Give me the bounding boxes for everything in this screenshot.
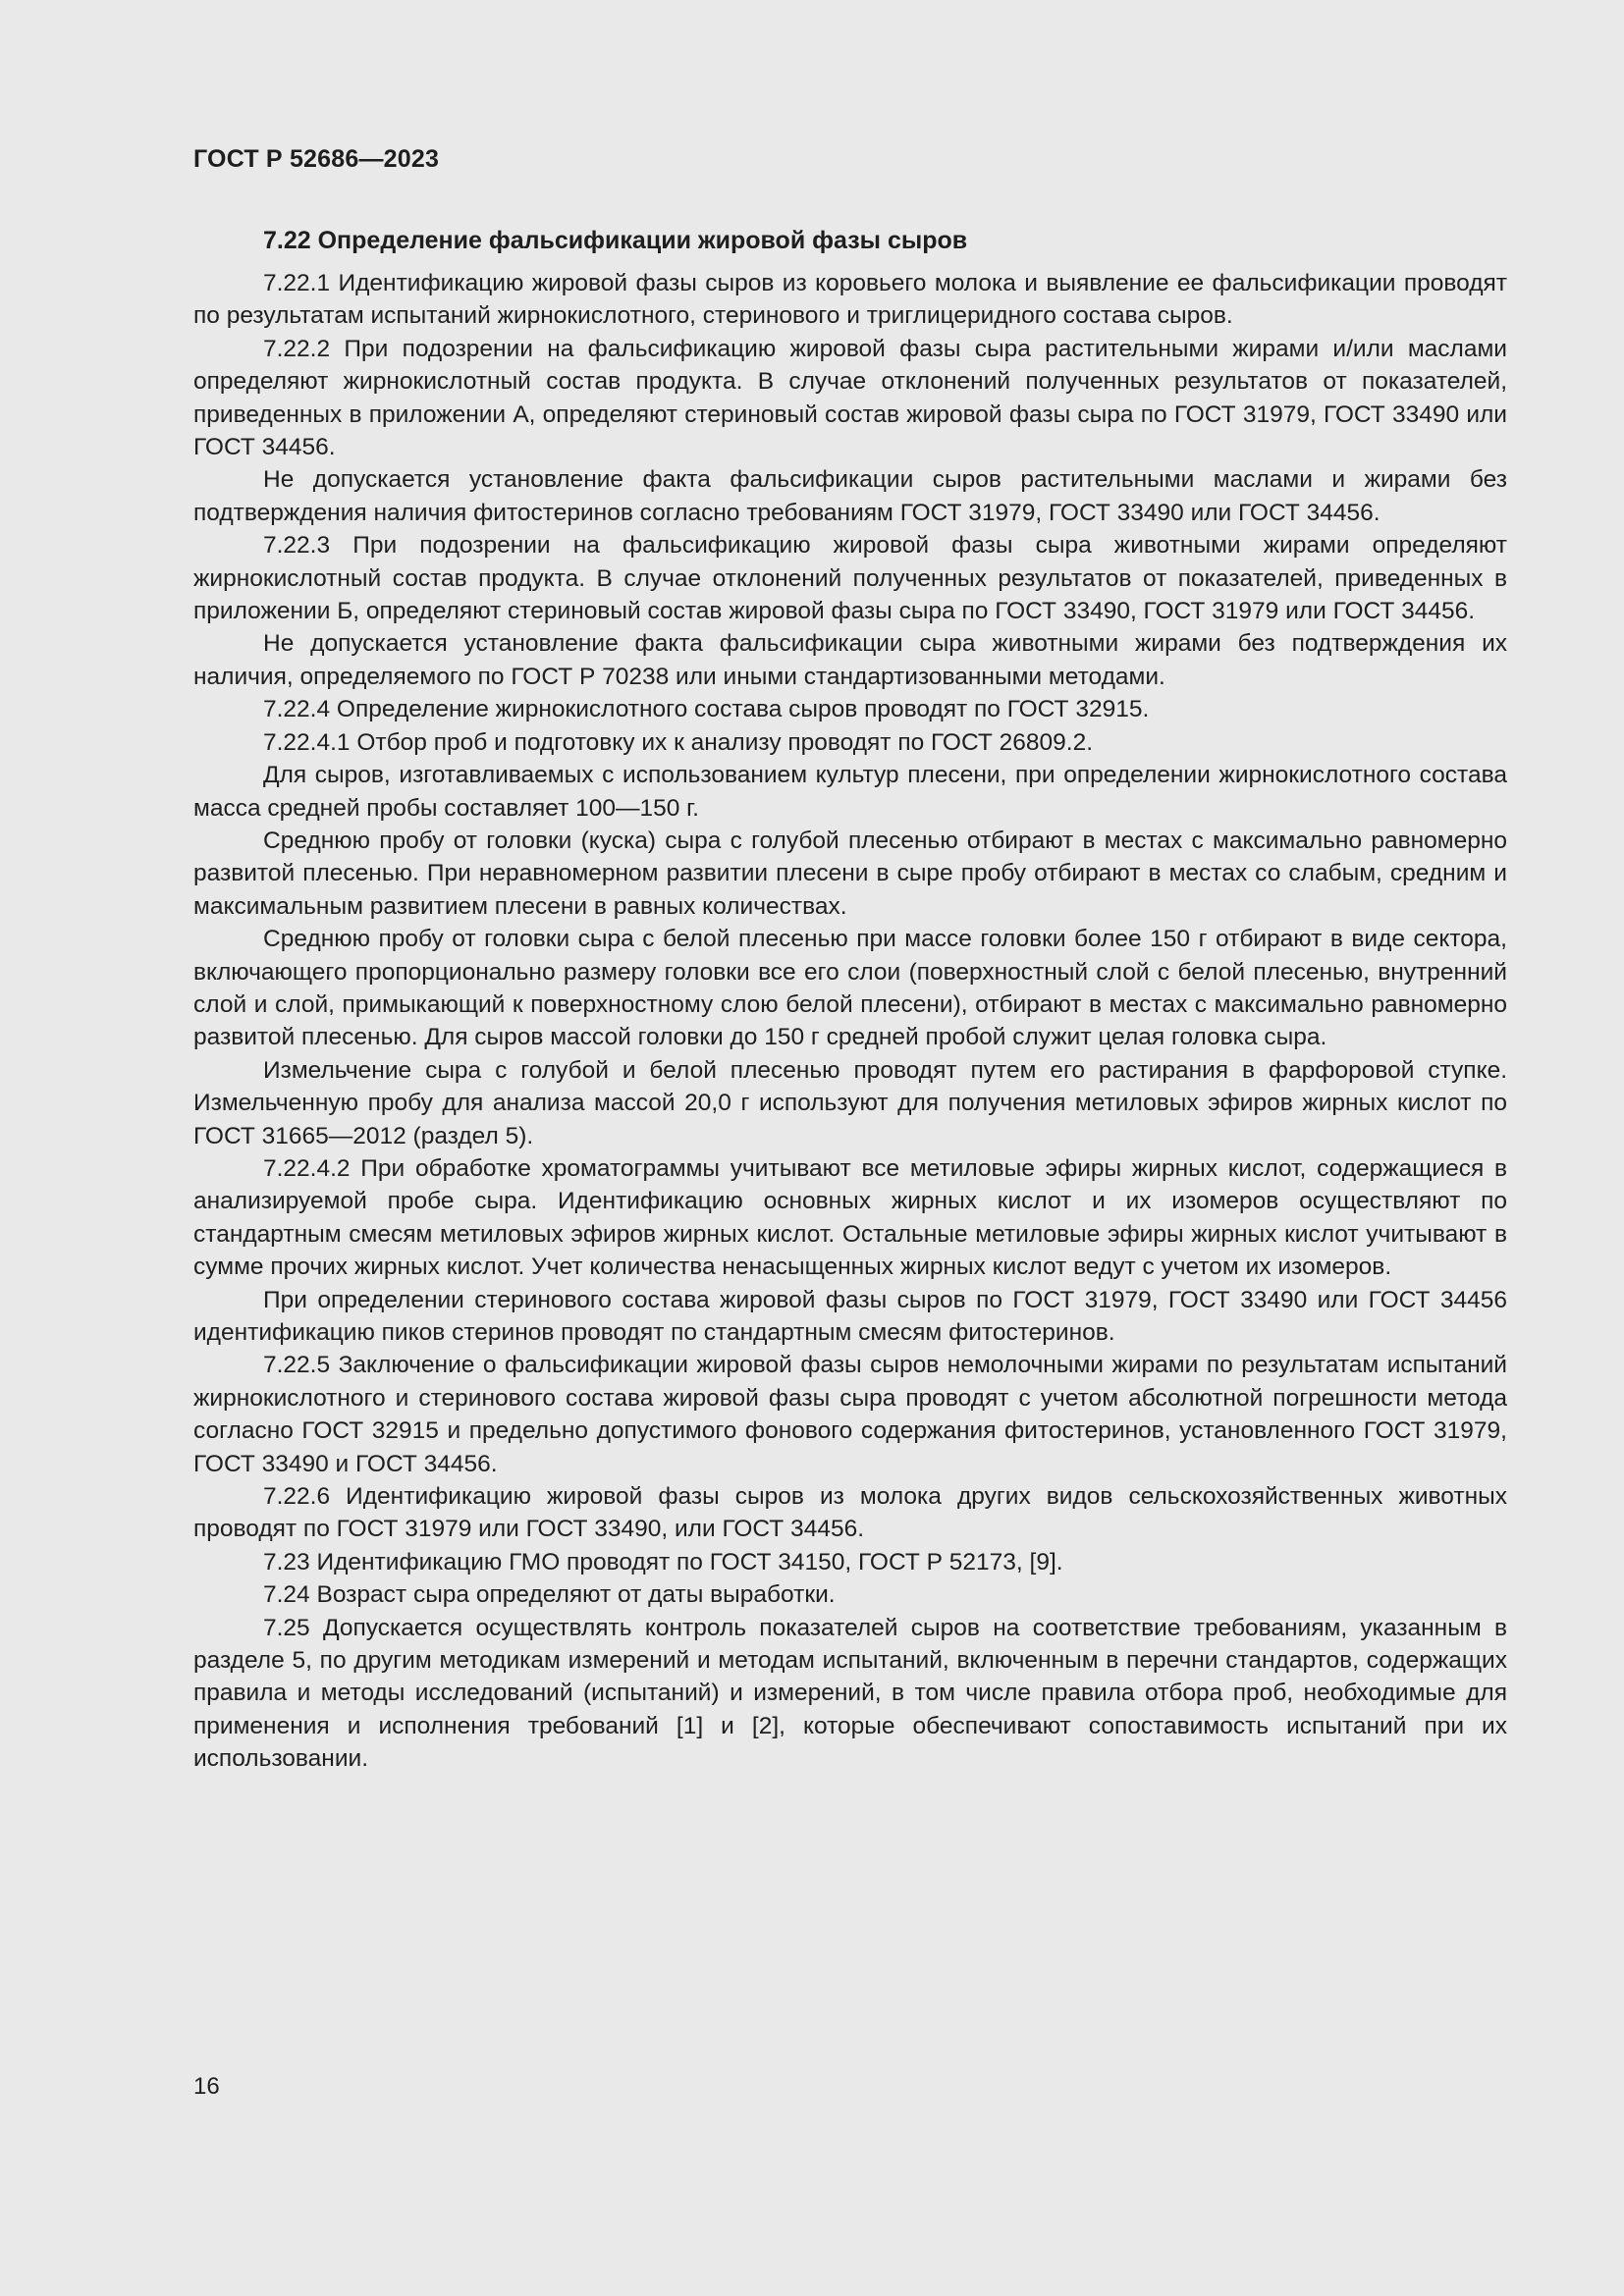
paragraph-7-23: 7.23 Идентификацию ГМО проводят по ГОСТ 34150, ГОСТ Р 52173, [9]. bbox=[263, 1548, 1063, 1575]
paragraph-7-22-1: 7.22.1 Идентификацию жировой фазы сыров из коровьего молока и выявление ее фальсификации проводят по результатам испытаний жирнокислотного, стеринового и триглицеридного состава сыров. bbox=[193, 270, 1507, 330]
paragraph-7-22-3: 7.22.3 При подозрении на фальсификацию жировой фазы сыра животными жирами определяют жирнокислотный состав продукта. В случае отклонений полученных результатов от показателей, приведенных в приложении Б, определяют стериновый состав жировой фазы сыра по ГОСТ 33490, ГОСТ 31979 или ГОСТ 34456. bbox=[193, 532, 1507, 625]
paragraph-7-22-5: 7.22.5 Заключение о фальсификации жировой фазы сыров немолочными жирами по результатам испытаний жирнокислотного и стеринового состава жировой фазы сыра проводят с учетом абсолютной погрешности метода согласно ГОСТ 32915 и предельно допустимого фонового содержания фитостеринов, установленного ГОСТ 31979, ГОСТ 33490 и ГОСТ 34456. bbox=[193, 1352, 1507, 1477]
paragraph-vegetable-fat-note: Не допускается установление факта фальсификации сыров растительными маслами и жирами без подтверждения наличия фитостеринов согласно требованиям ГОСТ 31979, ГОСТ 33490 или ГОСТ 34456. bbox=[193, 466, 1507, 526]
paragraph-7-22-4: 7.22.4 Определение жирнокислотного состава сыров проводят по ГОСТ 32915. bbox=[263, 696, 1150, 723]
paragraph-grinding: Измельчение сыра с голубой и белой плесенью проводят путем его растирания в фарфоровой ступке. Измельченную пробу для анализа массой 20,0 г используют для получения метиловых эфиров жирных кислот по ГОСТ 31665—2012 (раздел 5). bbox=[193, 1056, 1507, 1149]
paragraph-7-25: 7.25 Допускается осуществлять контроль показателей сыров на соответствие требованиям, указанным в разделе 5, по другим методикам измерений и методам испытаний, включенным в перечни стандартов, содержащих правила и методы исследований (испытаний) и измерений, в том числе правила отбора проб, необходимые для применения и исполнения требований [1] и [2], которые обеспечивают сопоставимость испытаний при их использовании. bbox=[193, 1614, 1507, 1773]
paragraph-7-22-2: 7.22.2 При подозрении на фальсификацию жировой фазы сыра растительными жирами и/или маслами определяют жирнокислотный состав продукта. В случае отклонений полученных результатов от показателей, приведенных в приложении А, определяют стериновый состав жировой фазы сыра по ГОСТ 31979, ГОСТ 33490 или ГОСТ 34456. bbox=[193, 335, 1507, 461]
paragraph-mold-sample-mass: Для сыров, изготавливаемых с использованием культур плесени, при определении жирнокислотного состава масса средней пробы составляет 100—150 г. bbox=[193, 762, 1507, 822]
paragraph-animal-fat-note: Не допускается установление факта фальсификации сыра животными жирами без подтверждения их наличия, определяемого по ГОСТ Р 70238 или иными стандартизованными методами. bbox=[193, 630, 1507, 690]
paragraph-sterol-identification: При определении стеринового состава жировой фазы сыров по ГОСТ 31979, ГОСТ 33490 или ГОСТ 34456 идентификацию пиков стеринов проводят по стандартным смесям фитостеринов. bbox=[193, 1286, 1507, 1346]
paragraph-blue-mold-sampling: Среднюю пробу от головки (куска) сыра с голубой плесенью отбирают в местах с максимально равномерно развитой плесенью. При неравномерном развитии плесени в сыре пробу отбирают в местах со слабым, средним и максимальным развитием плесени в равных количествах. bbox=[193, 827, 1507, 920]
paragraph-7-24: 7.24 Возраст сыра определяют от даты выработки. bbox=[263, 1581, 836, 1609]
section-title: 7.22 Определение фальсификации жировой фазы сыров bbox=[263, 227, 968, 254]
paragraph-7-22-4-2: 7.22.4.2 При обработке хроматограммы учитывают все метиловые эфиры жирных кислот, содержащиеся в анализируемой пробе сыра. Идентификацию основных жирных кислот и их изомеров осуществляют по стандартным смесям метиловых эфиров жирных кислот. Остальные метиловые эфиры жирных кислот учитывают в сумме прочих жирных кислот. Учет количества ненасыщенных жирных кислот ведут с учетом их изомеров. bbox=[193, 1154, 1507, 1281]
document-header: ГОСТ Р 52686—2023 bbox=[193, 145, 440, 173]
page-number: 16 bbox=[193, 2073, 220, 2100]
document-body bbox=[193, 225, 1507, 1776]
paragraph-white-mold-sampling: Среднюю пробу от головки сыра с белой плесенью при массе головки более 150 г отбирают в виде сектора, включающего пропорционально размеру головки все его слои (поверхностный слой с белой плесенью, внутренний слой и слой, примыкающий к поверхностному слою белой плесени), отбирают в местах с максимально равномерно развитой плесенью. Для сыров массой головки до 150 г средней пробой служит целая головка сыра. bbox=[193, 926, 1507, 1051]
paragraph-7-22-6: 7.22.6 Идентификацию жировой фазы сыров из молока других видов сельскохозяйственных животных проводят по ГОСТ 31979 или ГОСТ 33490, или ГОСТ 34456. bbox=[193, 1483, 1507, 1543]
paragraph-7-22-4-1: 7.22.4.1 Отбор проб и подготовку их к анализу проводят по ГОСТ 26809.2. bbox=[263, 728, 1093, 756]
